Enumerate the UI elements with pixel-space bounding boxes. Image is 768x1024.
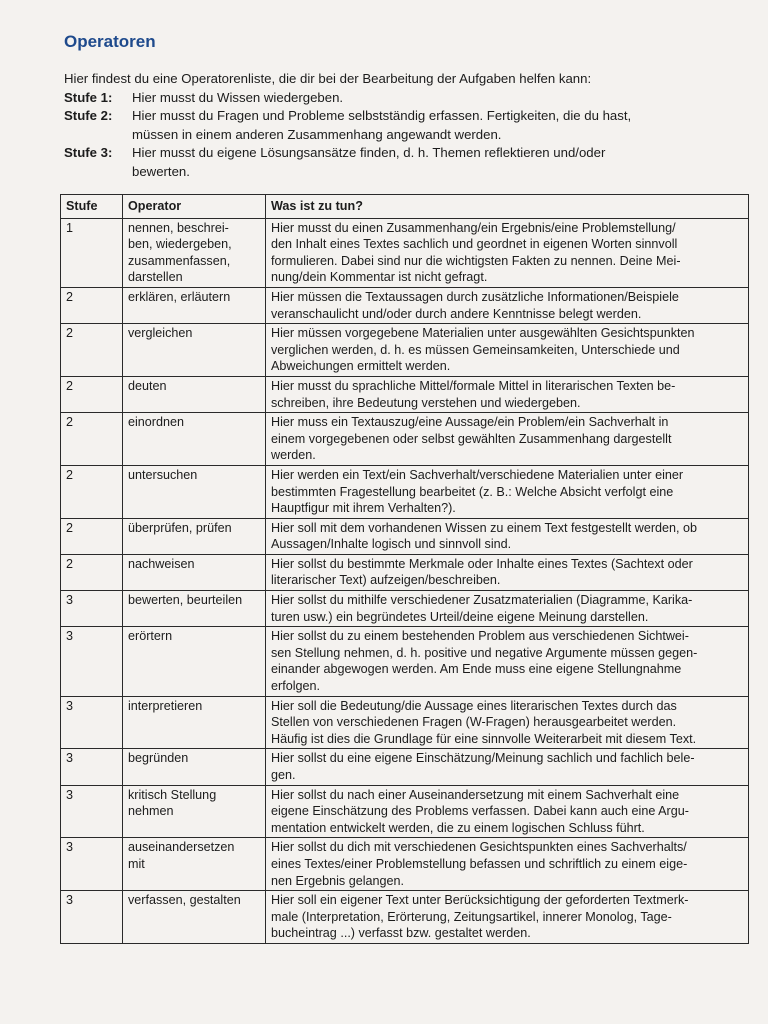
cell-operator: [123, 465, 266, 518]
table-row: [61, 627, 749, 696]
stufe-label: Stufe 2:: [64, 108, 113, 123]
table-row: [61, 324, 749, 377]
cell-stufe: 1: [61, 218, 123, 287]
cell-stufe: 2: [61, 376, 123, 412]
task-line: Hauptfigur mit ihrem Verhalten?).: [271, 501, 456, 516]
task-line: Hier sollst du bestimmte Merkmale oder Inhalte eines Textes (Sachtext oder: [271, 556, 693, 571]
cell-operator: [123, 554, 266, 590]
cell-operator: [123, 749, 266, 785]
cell-operator: [123, 627, 266, 696]
task-line: Hier musst du sprachliche Mittel/formale Mittel in literarischen Texten be-: [271, 378, 676, 393]
operator-line: vergleichen: [128, 326, 193, 341]
table-row: [61, 838, 749, 891]
stufe-description: [132, 89, 692, 108]
task-line: Hier soll die Bedeutung/die Aussage eines literarischen Textes durch das: [271, 698, 677, 713]
task-line: nung/dein Kommentar ist nicht gefragt.: [271, 270, 488, 285]
cell-stufe: 3: [61, 838, 123, 891]
cell-stufe: 2: [61, 287, 123, 323]
table-row: [61, 749, 749, 785]
task-line: Hier sollst du eine eigene Einschätzung/Meinung sachlich und fachlich bele-: [271, 751, 695, 766]
operator-line: erörtern: [128, 629, 173, 644]
page-title: Operatoren: [64, 32, 156, 51]
task-line: schreiben, ihre Bedeutung verstehen und wiedergeben.: [271, 395, 581, 410]
task-line: einander abgewogen werden. Am Ende muss eine eigene Stellungnahme: [271, 662, 682, 677]
task-line: Hier soll ein eigener Text unter Berücksichtigung der geforderten Textmerk-: [271, 893, 689, 908]
stufe-description-line: Hier musst du eigene Lösungsansätze finden, d. h. Themen reflektieren und/oder: [132, 145, 606, 160]
cell-stufe: 2: [61, 465, 123, 518]
task-line: Hier müssen vorgegebene Materialien unter ausgewählten Gesichtspunkten: [271, 326, 695, 341]
cell-stufe: 2: [61, 413, 123, 466]
cell-stufe: 2: [61, 554, 123, 590]
task-line: einem vorgegebenen oder selbst gewählten Zusammenhang dargestellt: [271, 431, 672, 446]
cell-operator: [123, 413, 266, 466]
task-line: Hier muss ein Textauszug/eine Aussage/ein Problem/ein Sachverhalt in: [271, 415, 669, 430]
cell-task: [266, 554, 749, 590]
task-line: den Inhalt eines Textes sachlich und geordnet in eigenen Worten sinnvoll: [271, 237, 678, 252]
header-operator: Operator: [123, 195, 266, 219]
operator-line: deuten: [128, 378, 167, 393]
task-line: Stellen von verschiedenen Fragen (W-Fragen) herausgearbeitet werden.: [271, 715, 677, 730]
operator-line: darstellen: [128, 270, 183, 285]
task-line: eines Textes/einer Problemstellung befassen und schriftlich zu einem eige-: [271, 856, 688, 871]
cell-task: [266, 324, 749, 377]
table-row: [61, 696, 749, 749]
operator-line: kritisch Stellung: [128, 787, 217, 802]
stufe-description: [132, 144, 692, 181]
operator-table: [60, 194, 749, 944]
table-row: [61, 554, 749, 590]
cell-stufe: 3: [61, 785, 123, 838]
task-line: male (Interpretation, Erörterung, Zeitungsartikel, innerer Monolog, Tage-: [271, 909, 672, 924]
cell-stufe: 2: [61, 324, 123, 377]
cell-task: [266, 218, 749, 287]
intro-text: Hier findest du eine Operatorenliste, die dir bei der Bearbeitung der Aufgaben helfen kann:: [64, 71, 592, 86]
cell-task: [266, 696, 749, 749]
stufe-description-line: Hier musst du Fragen und Probleme selbstständig erfassen. Fertigkeiten, die du hast,: [132, 108, 632, 123]
cell-stufe: 3: [61, 749, 123, 785]
cell-stufe: 3: [61, 696, 123, 749]
stufen-list: [64, 89, 692, 182]
header-stufe: Stufe: [61, 195, 123, 219]
cell-task: [266, 891, 749, 944]
cell-operator: [123, 838, 266, 891]
table-row: [61, 376, 749, 412]
cell-stufe: 2: [61, 518, 123, 554]
table-row: [61, 785, 749, 838]
task-line: veranschaulicht und/oder durch andere Kenntnisse belegt werden.: [271, 306, 642, 321]
task-line: nen Ergebnis gelangen.: [271, 873, 405, 888]
cell-operator: [123, 518, 266, 554]
intro-block: [64, 70, 692, 181]
cell-task: [266, 627, 749, 696]
cell-operator: [123, 785, 266, 838]
task-line: gen.: [271, 768, 296, 782]
stufe-item: [64, 89, 692, 108]
task-line: mentation entwickelt werden, die zu einem logischen Schluss führt.: [271, 820, 645, 835]
cell-task: [266, 591, 749, 627]
operator-line: nehmen: [128, 804, 174, 819]
cell-stufe: 3: [61, 591, 123, 627]
header-task: Was ist zu tun?: [266, 195, 749, 219]
table-row: [61, 287, 749, 323]
task-line: Hier musst du einen Zusammenhang/ein Ergebnis/eine Problemstellung/: [271, 220, 676, 235]
task-line: Hier werden ein Text/ein Sachverhalt/verschiedene Materialien unter einer: [271, 467, 684, 482]
task-line: verglichen werden, d. h. es müssen Gemeinsamkeiten, Unterschiede und: [271, 342, 680, 357]
cell-operator: [123, 891, 266, 944]
operator-line: verfassen, gestalten: [128, 893, 241, 908]
operator-line: ben, wiedergeben,: [128, 237, 232, 252]
task-line: sen Stellung nehmen, d. h. positive und negative Argumente müssen gegen-: [271, 645, 698, 660]
task-line: Hier sollst du zu einem bestehenden Problem aus verschiedenen Sichtwei-: [271, 629, 689, 644]
task-line: Hier müssen die Textaussagen durch zusätzliche Informationen/Beispiele: [271, 289, 679, 304]
cell-task: [266, 749, 749, 785]
task-line: Hier soll mit dem vorhandenen Wissen zu einem Text festgestellt werden, ob: [271, 520, 698, 535]
task-line: Abweichungen ermittelt werden.: [271, 359, 451, 374]
task-line: erfolgen.: [271, 679, 321, 694]
stufe-item: [64, 144, 692, 181]
stufe-description-line: müssen in einem anderen Zusammenhang angewandt werden.: [132, 126, 502, 142]
cell-stufe: 3: [61, 891, 123, 944]
cell-operator: [123, 591, 266, 627]
table-row: [61, 891, 749, 944]
cell-operator: [123, 287, 266, 323]
stufe-description-line: Hier musst du Wissen wiedergeben.: [132, 89, 344, 105]
cell-task: [266, 287, 749, 323]
task-line: eigene Einschätzung des Problems verfassen. Dabei kann auch eine Argu-: [271, 804, 689, 819]
cell-task: [266, 376, 749, 412]
table-row: [61, 518, 749, 554]
operator-line: auseinandersetzen: [128, 840, 235, 855]
task-line: bucheintrag ...) verfasst bzw. gestaltet werden.: [271, 926, 531, 941]
stufe-description: [132, 107, 692, 144]
cell-task: [266, 465, 749, 518]
cell-task: [266, 413, 749, 466]
operator-line: begründen: [128, 751, 189, 766]
cell-operator: [123, 324, 266, 377]
task-line: Häufig ist dies die Grundlage für eine sinnvolle Weiterarbeit mit diesem Text.: [271, 731, 697, 746]
operator-line: nennen, beschrei-: [128, 220, 229, 235]
task-line: Hier sollst du dich mit verschiedenen Gesichtspunkten eines Sachverhalts/: [271, 840, 687, 855]
table-row: [61, 591, 749, 627]
operator-line: überprüfen, prüfen: [128, 520, 232, 535]
task-line: turen usw.) ein begründetes Urteil/deine eigene Meinung darstellen.: [271, 609, 649, 624]
table-header-row: [61, 195, 749, 219]
operator-line: untersuchen: [128, 467, 198, 482]
table-row: [61, 465, 749, 518]
table-body: [61, 218, 749, 943]
stufe-item: [64, 107, 692, 144]
cell-task: [266, 518, 749, 554]
operator-line: zusammenfassen,: [128, 253, 231, 268]
cell-task: [266, 785, 749, 838]
cell-operator: [123, 218, 266, 287]
task-line: Hier sollst du mithilfe verschiedener Zusatzmaterialien (Diagramme, Karika-: [271, 593, 693, 608]
stufe-description-line: bewerten.: [132, 163, 190, 179]
cell-stufe: 3: [61, 627, 123, 696]
cell-operator: [123, 376, 266, 412]
table-row: [61, 218, 749, 287]
operator-line: interpretieren: [128, 698, 203, 713]
stufe-label: Stufe 1:: [64, 89, 113, 105]
task-line: Hier sollst du nach einer Auseinandersetzung mit einem Sachverhalt eine: [271, 787, 680, 802]
operator-line: bewerten, beurteilen: [128, 593, 243, 608]
operator-line: nachweisen: [128, 556, 195, 571]
task-line: werden.: [271, 448, 316, 463]
table-row: [61, 413, 749, 466]
task-line: formulieren. Dabei sind nur die wichtigsten Fakten zu nennen. Deine Mei-: [271, 253, 681, 268]
operator-line: mit: [128, 856, 145, 871]
task-line: literarischer Text) aufzeigen/beschreiben.: [271, 573, 501, 588]
cell-task: [266, 838, 749, 891]
task-line: bestimmten Fragestellung bearbeitet (z. B.: Welche Absicht verfolgt eine: [271, 484, 674, 499]
operator-line: einordnen: [128, 415, 185, 430]
task-line: Aussagen/Inhalte logisch und sinnvoll sind.: [271, 537, 512, 552]
operator-line: erklären, erläutern: [128, 289, 231, 304]
stufe-label: Stufe 3:: [64, 145, 113, 160]
cell-operator: [123, 696, 266, 749]
